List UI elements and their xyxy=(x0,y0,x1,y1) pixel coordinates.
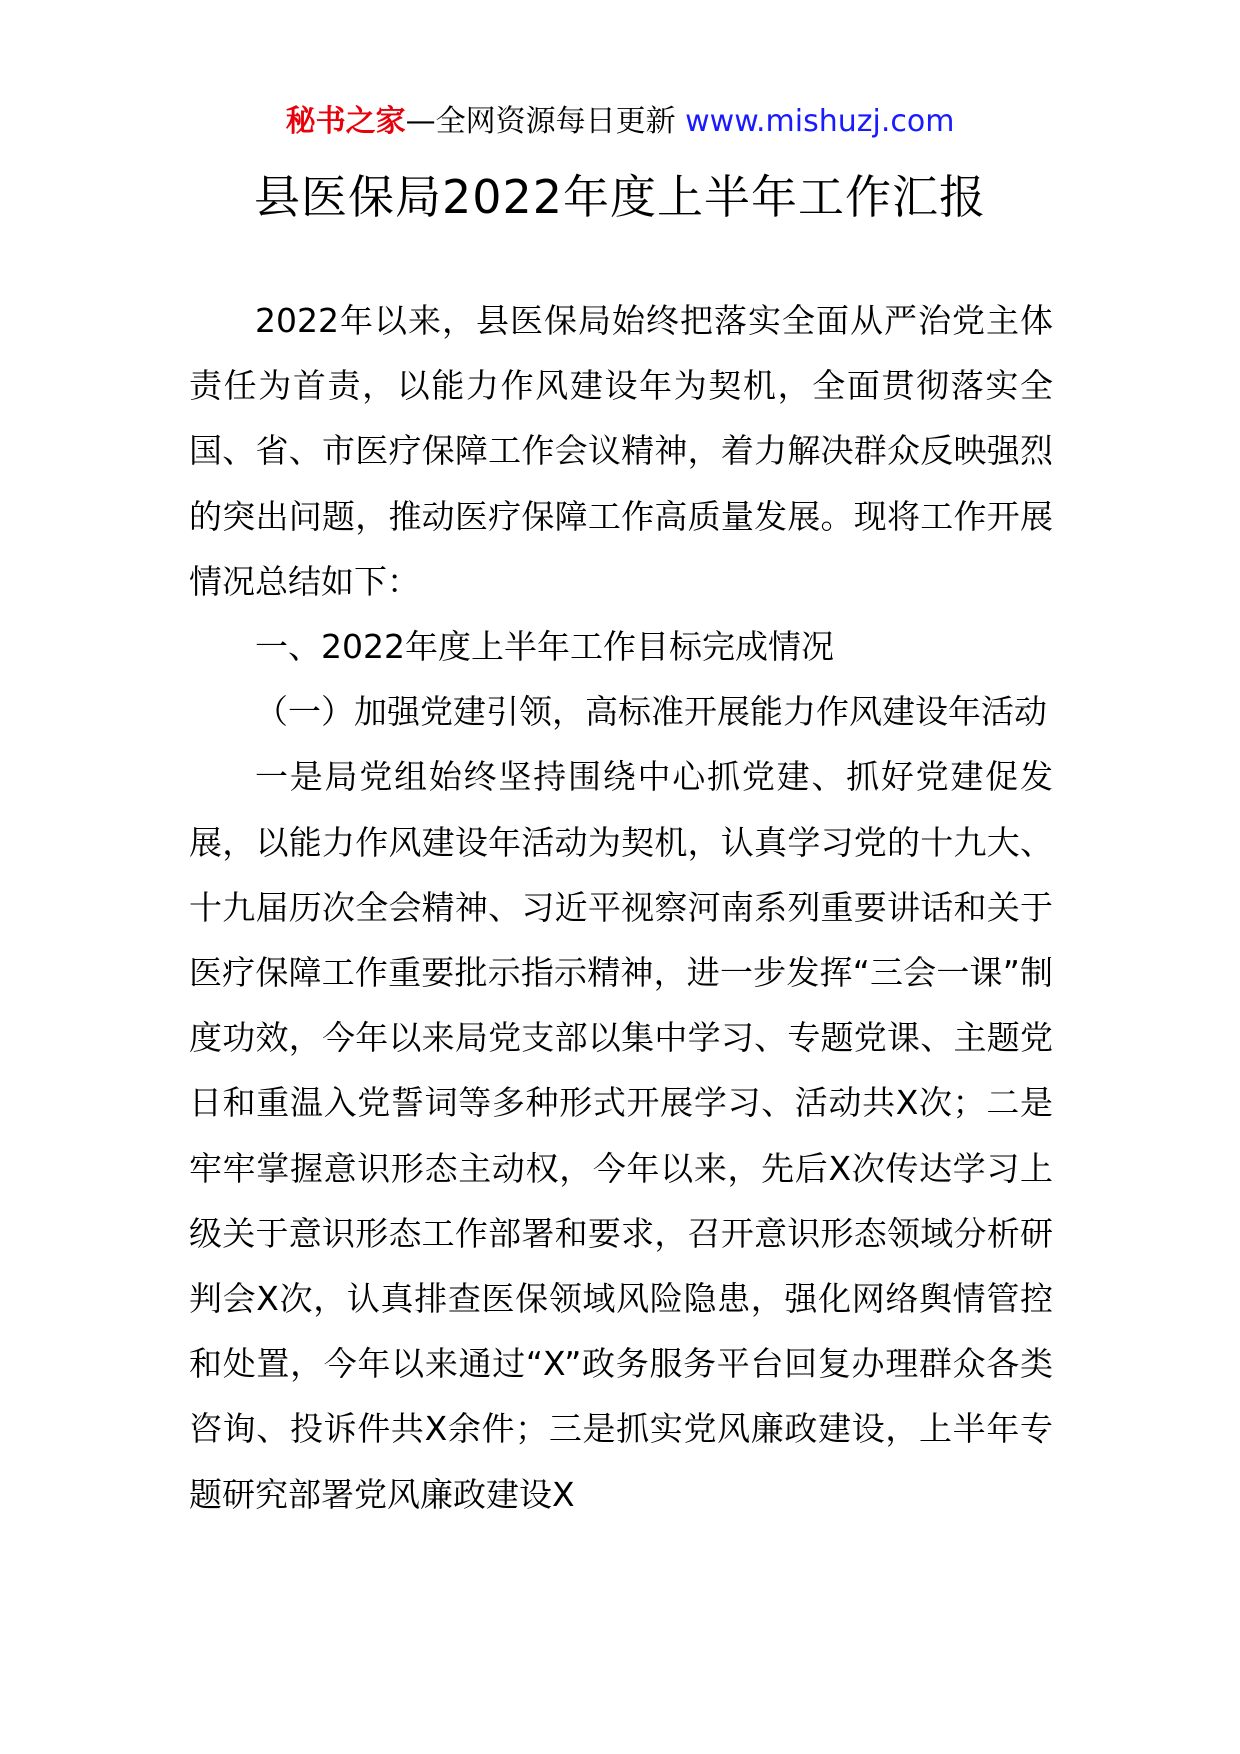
intro-paragraph: 2022年以来，县医保局始终把落实全面从严治党主体责任为首责，以能力作风建设年为契机，全面贯彻落实全国、省、市医疗保障工作会议精神，着力解决群众反映强烈的突出问题，推动医疗保障工作高质量发展。现将工作开展情况总结如下： xyxy=(189,301,1053,601)
document-title: 县医保局2022年度上半年工作汇报 xyxy=(253,170,987,224)
site-header xyxy=(0,100,1240,144)
section-heading: 一、2022年度上半年工作目标完成情况 xyxy=(255,627,834,667)
subsection-heading: （一）加强党建引领，高标准开展能力作风建设年活动 xyxy=(255,692,1047,732)
brand-name: 秘书之家 xyxy=(285,104,406,139)
body-paragraph: 一是局党组始终坚持围绕中心抓党建、抓好党建促发展，以能力作风建设年活动为契机，认真学习党的十九大、十九届历次全会精神、习近平视察河南系列重要讲话和关于医疗保障工作重要批示指示精神，进一步发挥“三会一课”制度功效，今年以来局党支部以集中学习、专题党课、主题党日和重温入党誓词等多种形式开展学习、活动共X次；二是牢牢掌握意识形态主动权，今年以来，先后X次传达学习上级关于意识形态工作部署和要求，召开意识形态领域分析研判会X次，认真排查医保领域风险隐患，强化网络舆情管控和处置，今年以来通过“X”政务服务平台回复办理群众各类咨询、投诉件共X余件；三是抓实党风廉政建设，上半年专题研究部署党风廉政建设X xyxy=(189,757,1053,1514)
document-body xyxy=(189,288,1053,1527)
site-url-link[interactable]: www.mishuzj.com xyxy=(685,104,955,139)
header-tagline: —全网资源每日更新 xyxy=(405,104,686,139)
